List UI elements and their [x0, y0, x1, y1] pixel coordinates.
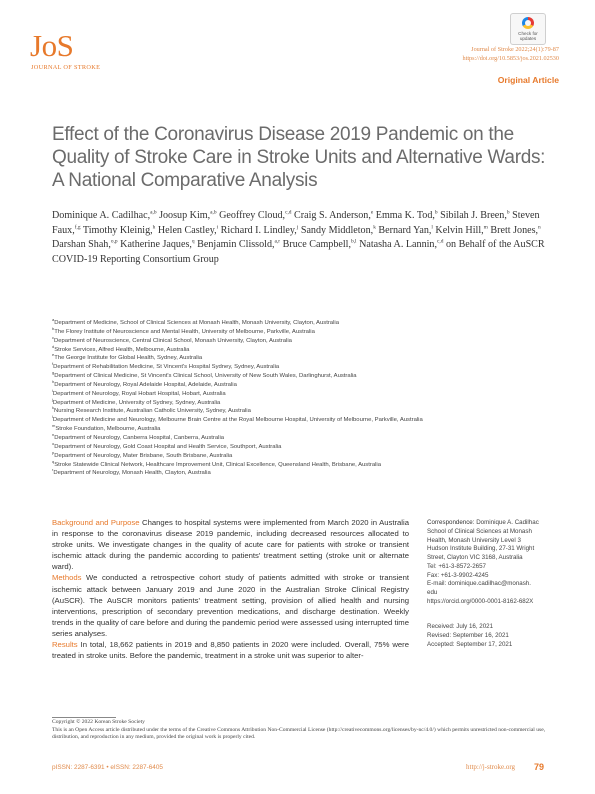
author-affiliation-marker: m — [483, 224, 488, 231]
affiliation-marker: a — [52, 317, 55, 323]
affiliation-marker: i — [52, 387, 53, 393]
affiliation-text: Department of Neurology, Royal Hobart Hospital, Hobart, Australia — [52, 390, 226, 397]
author-affiliation-marker: h — [152, 224, 156, 231]
orcid-link[interactable]: https://orcid.org/0000-0001-8162-682X — [427, 597, 534, 605]
correspondence-block: Correspondence: Dominique A. Cadilhac School of Clinical Sciences at Monash Health, Monash University Level 3 Hudson Institute Building, 27-31 Wright Street, Clayton VIC 3168, Australia Tel: +61-3-8572-2657 Fax: +61-3-9902-4245 E-mail: dominique.cadilhac@monash. edu https://orcid.org/0000-0001-8162-682X — [427, 519, 569, 607]
author-name: Benjamin Clissold, — [194, 239, 275, 251]
author-list — [52, 209, 557, 268]
affiliation-item — [52, 434, 557, 443]
author-affiliation-marker: b — [506, 209, 510, 216]
crossmark-icon — [522, 17, 534, 29]
affiliation-text: Department of Neurology, Mater Brisbane, South Brisbane, Australia — [54, 452, 233, 459]
affiliation-marker: g — [52, 370, 55, 376]
affiliation-item — [52, 396, 557, 411]
affiliation-item — [52, 325, 557, 337]
author-affiliation-marker: a,r — [274, 239, 281, 246]
affiliation-text: Department of Medicine and Neurology, Melbourne Brain Centre at the Royal Melbourne Hospital, University of Melbourne, Parkville, Australia — [52, 417, 423, 424]
affiliation-list — [52, 319, 557, 478]
affiliation-text: The George Institute for Global Health, Sydney, Australia — [54, 355, 203, 362]
affiliation-item — [52, 354, 557, 363]
author-name: Sandy Middleton, — [298, 224, 374, 236]
affiliation-marker: p — [52, 449, 55, 455]
badge-text: Check for updates — [518, 31, 538, 42]
affiliation-text: Stroke Statewide Clinical Network, Healthcare Improvement Unit, Clinical Excellence, Queensland Health, Brisbane, Australia — [54, 461, 381, 468]
affiliation-item — [52, 407, 557, 416]
affiliation-item — [52, 319, 557, 328]
copyright-notice: Copyright © 2022 Korean Stroke Society This is an Open Access article distributed under the terms of the Creative Commons Attribution Non-Commercial License (http://creativecommons.org/licenses/by-nc/4.0/) which permits unrestricted non-commercial use, distribution, and reproduction in any medium, provided the original work is properly cited. — [52, 719, 557, 742]
author-name: Geoffrey Cloud, — [216, 210, 286, 221]
affiliation-item — [52, 363, 557, 372]
journal-url[interactable]: http://j-stroke.org — [466, 763, 516, 771]
abstract-background: Background and Purpose Changes to hospital systems were implemented from March 2020 in Australia in response to the coronavirus disease 2019 pandemic, including decreased resources allocated to stroke units. We investigate changes in the quality of acute care for patients with stroke or transient ischemic attack during the pandemic according to patients' treatment setting (stroke unit or alternate ward). — [52, 518, 409, 572]
footer-divider — [52, 717, 116, 718]
affiliation-text: Department of Neurology, Monash Health, Clayton, Australia — [53, 470, 211, 477]
author-affiliation-marker: i — [216, 224, 219, 231]
author-name: Steven Faux, — [52, 210, 540, 236]
affiliation-item — [52, 334, 557, 346]
author-name: Natasha A. Lannin, — [356, 239, 437, 251]
affiliation-marker: o — [52, 440, 55, 446]
affiliation-text: Department of Neurology, Gold Coast Hospital and Health Service, Southport, Australia — [54, 443, 282, 450]
affiliation-text: The Florey Institute of Neuroscience and Mental Health, University of Melbourne, Parkville, Australia — [54, 328, 315, 335]
author-affiliation-marker: b — [434, 209, 438, 216]
correspondence-heading: Correspondence: — [427, 519, 475, 526]
author-affiliation-marker: k — [373, 224, 376, 231]
affiliation-marker: j — [52, 396, 53, 402]
affiliation-item — [52, 343, 557, 358]
affiliation-marker: r — [52, 467, 54, 473]
abstract-heading: Background and Purpose — [52, 518, 140, 527]
affiliation-marker: e — [52, 352, 55, 358]
revised-date: Revised: September 16, 2021 — [427, 631, 509, 639]
abstract-heading: Results — [52, 640, 78, 650]
author-affiliation-marker: a,b — [210, 209, 217, 216]
affiliation-item — [52, 387, 557, 399]
abstract-results: Results In total, 18,662 patients in 2019 and 8,850 patients in 2020 were included. Overall, 75% were treated in stroke units. Before the pandemic, treatment in a stroke unit was superior to alter- — [52, 640, 409, 661]
affiliation-marker: f — [52, 361, 54, 367]
affiliation-item — [52, 378, 557, 390]
journal-citation: Journal of Stroke 2022;24(1):79-87 — [471, 46, 559, 53]
author-name: Dominique A. Cadilhac, — [52, 210, 151, 221]
affiliation-item — [52, 425, 557, 434]
affiliation-marker: n — [52, 432, 55, 437]
author-affiliation-marker: b,l — [351, 239, 357, 246]
affiliation-marker: b — [52, 325, 55, 331]
accepted-date: Accepted: September 17, 2021 — [427, 640, 513, 648]
affiliation-text: Department of Neurology, Canberra Hospital, Canberra, Australia — [54, 434, 225, 441]
author-affiliation-marker: l — [431, 224, 433, 231]
journal-logo: JoS — [30, 28, 74, 63]
check-for-updates-badge[interactable] — [510, 13, 546, 45]
article-type: Original Article — [497, 75, 559, 85]
affiliation-text: Department of Clinical Medicine, St Vincent's Clinical School, University of New South Wales, Darlinghurst, Australia — [54, 373, 357, 380]
affiliation-marker: q — [52, 458, 55, 464]
author-name: Darshan Shah, — [52, 239, 111, 251]
affiliation-marker: l — [52, 414, 53, 420]
author-affiliation-marker: e — [370, 209, 374, 216]
article-title: Effect of the Coronavirus Disease 2019 Pandemic on the Quality of Stroke Care in Stroke Units and Alternative Wards: A National Comparative Analysis — [52, 124, 546, 191]
affiliation-item — [52, 469, 557, 478]
affiliation-text: Nursing Research Institute, Australian Catholic University, Sydney, Australia — [54, 408, 251, 415]
license-text: This is an Open Access article distributed under the terms of the Creative Commons Attribution Non-Commercial License (http://creativecommons.org/licenses/by-nc/4.0/) which permits unrestricted non-commercial use, distribution, and reproduction in any medium, provided the original work is properly cited. — [52, 726, 546, 741]
doi-link[interactable]: https://doi.org/10.5853/jos.2021.02530 — [462, 54, 559, 62]
affiliation-marker: c — [52, 334, 54, 340]
email-link[interactable]: E-mail: dominique.cadilhac@monash. — [427, 580, 531, 588]
author-name: Joosup Kim, — [156, 210, 211, 221]
article-dates — [427, 623, 569, 649]
author-affiliation-marker: f,g — [74, 224, 81, 231]
author-name: Richard I. Lindley, — [218, 224, 297, 236]
author-name: Bruce Campbell, — [280, 239, 351, 251]
author-name: Timothy Kleinig, — [80, 224, 153, 236]
affiliation-item — [52, 416, 557, 425]
page-number: 79 — [534, 762, 545, 772]
journal-logo-subtitle: JOURNAL OF STROKE — [31, 64, 101, 71]
affiliation-text: Department of Neurology, Royal Adelaide Hospital, Adelaide, Australia — [54, 381, 237, 388]
author-name: on Behalf of the AuSCR COVID-19 Reporting Consortium Group — [52, 239, 545, 266]
affiliation-text: Department of Medicine, School of Clinical Sciences at Monash Health, Monash University, Clayton, Australia — [54, 320, 339, 326]
received-date: Received: July 16, 2021 — [427, 623, 494, 630]
abstract — [52, 517, 409, 661]
author-affiliation-marker: n — [538, 224, 541, 231]
abstract-heading: Methods — [52, 573, 82, 583]
author-affiliation-marker: c,d — [285, 209, 292, 216]
author-name: Craig S. Anderson, — [291, 210, 371, 221]
affiliation-text: Stroke Foundation, Melbourne, Australia — [55, 426, 161, 433]
affiliation-text: Department of Neuroscience, Central Clinical School, Monash University, Clayton, Australia — [54, 337, 292, 344]
author-affiliation-marker: q — [191, 239, 195, 246]
author-name: Brett Jones, — [487, 224, 539, 236]
affiliation-text: Stroke Services, Alfred Health, Melbourne, Australia — [54, 346, 190, 353]
affiliation-item — [52, 449, 557, 461]
affiliation-marker: d — [52, 343, 55, 349]
author-name: Helen Castley, — [155, 224, 217, 236]
author-affiliation-marker: c,d — [437, 239, 444, 246]
author-affiliation-marker: j — [296, 224, 299, 231]
affiliation-item — [52, 372, 557, 381]
affiliation-item — [52, 440, 557, 452]
issn: pISSN: 2287-6391 • eISSN: 2287-6405 — [52, 764, 163, 771]
affiliation-marker: k — [52, 405, 54, 411]
author-name: Katherine Jaques, — [117, 239, 192, 251]
author-affiliation-marker: o,p — [110, 239, 118, 246]
abstract-methods: Methods We conducted a retrospective cohort study of patients admitted with stroke or transient ischemic attack between January 2019 and June 2020 in the Australian Stroke Clinical Registry (AuSCR). The AuSCR monitors patients' treatment setting, provision of allied health and nursing interventions, prescription of secondary prevention medications, and discharge destination. Weekly trends in the quality of care before and during the pandemic period were assessed using interrupted time series analyses. — [52, 573, 409, 638]
journal-citation-block — [463, 46, 560, 64]
affiliation-text: Department of Medicine, University of Sydney, Sydney, Australia — [52, 399, 221, 406]
affiliation-marker: h — [52, 378, 55, 384]
author-name: Bernard Yan, — [375, 224, 432, 236]
affiliation-text: Department of Rehabilitation Medicine, St Vincent's Hospital Sydney, Sydney, Australia — [53, 364, 280, 371]
affiliation-item — [52, 458, 557, 473]
affiliation-marker: m — [52, 423, 56, 429]
author-affiliation-marker: a,b — [150, 209, 157, 216]
author-name: Emma K. Tod, — [373, 210, 435, 221]
author-name: Sibilah J. Breen, — [437, 210, 507, 221]
author-name: Kelvin Hill, — [432, 224, 484, 236]
